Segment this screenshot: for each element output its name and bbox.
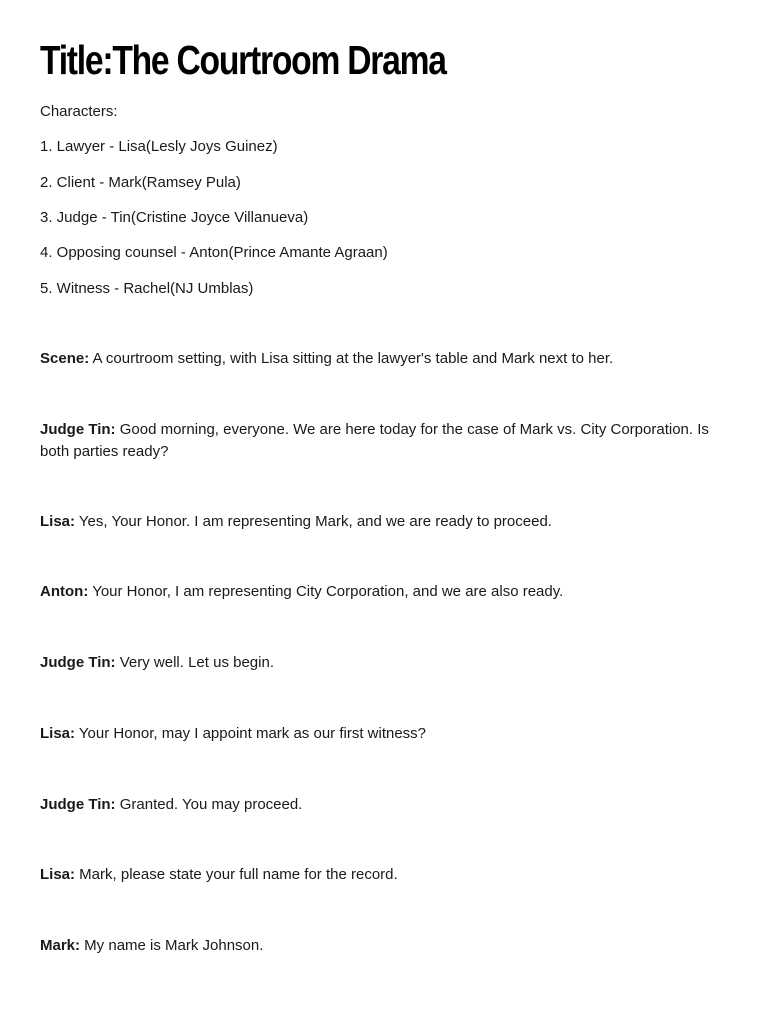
dialogue-line bbox=[40, 419, 730, 463]
dialogue-line bbox=[40, 794, 730, 816]
speaker-name: Lisa: bbox=[40, 513, 76, 530]
speaker-name: Judge Tin: bbox=[40, 654, 116, 671]
speaker-name: Lisa: bbox=[40, 866, 76, 883]
dialogue-line bbox=[40, 864, 730, 886]
dialogue-text: My name is Mark Johnson. bbox=[80, 937, 264, 954]
speaker-name: Lisa: bbox=[40, 725, 76, 742]
speaker-name: Anton: bbox=[40, 583, 89, 600]
speaker-name: Judge Tin: bbox=[40, 421, 116, 438]
character-item: 5. Witness - Rachel(NJ Umblas) bbox=[40, 280, 254, 297]
scene-description bbox=[40, 348, 730, 370]
dialogue-text: Mark, please state your full name for the record. bbox=[75, 866, 398, 883]
speaker-name: Judge Tin: bbox=[40, 796, 116, 813]
dialogue-text: Granted. You may proceed. bbox=[115, 796, 303, 813]
character-item: 3. Judge - Tin(Cristine Joyce Villanueva) bbox=[40, 209, 309, 226]
dialogue-text: Yes, Your Honor. I am representing Mark, and we are ready to proceed. bbox=[75, 513, 552, 530]
dialogue-line bbox=[40, 723, 730, 745]
dialogue-line bbox=[40, 581, 730, 603]
dialogue-text: Your Honor, I am representing City Corporation, and we are also ready. bbox=[88, 583, 564, 600]
dialogue-line bbox=[40, 935, 730, 957]
dialogue-text: Your Honor, may I appoint mark as our first witness? bbox=[75, 725, 427, 742]
character-item: 2. Client - Mark(Ramsey Pula) bbox=[40, 174, 241, 191]
character-item: 4. Opposing counsel - Anton(Prince Amante Agraan) bbox=[40, 244, 388, 261]
document-title: Title:The Courtroom Drama bbox=[40, 37, 446, 83]
characters-heading: Characters: bbox=[40, 103, 118, 120]
dialogue-text: Good morning, everyone. We are here today for the case of Mark vs. City Corporation. Is both parties ready? bbox=[40, 421, 709, 460]
character-item: 1. Lawyer - Lisa(Lesly Joys Guinez) bbox=[40, 138, 278, 155]
scene-text: A courtroom setting, with Lisa sitting at the lawyer's table and Mark next to her. bbox=[89, 350, 614, 367]
scene-label: Scene: bbox=[40, 350, 90, 367]
dialogue-text: Very well. Let us begin. bbox=[115, 654, 274, 671]
dialogue-line bbox=[40, 511, 730, 533]
speaker-name: Mark: bbox=[40, 937, 81, 954]
dialogue-line bbox=[40, 652, 730, 674]
